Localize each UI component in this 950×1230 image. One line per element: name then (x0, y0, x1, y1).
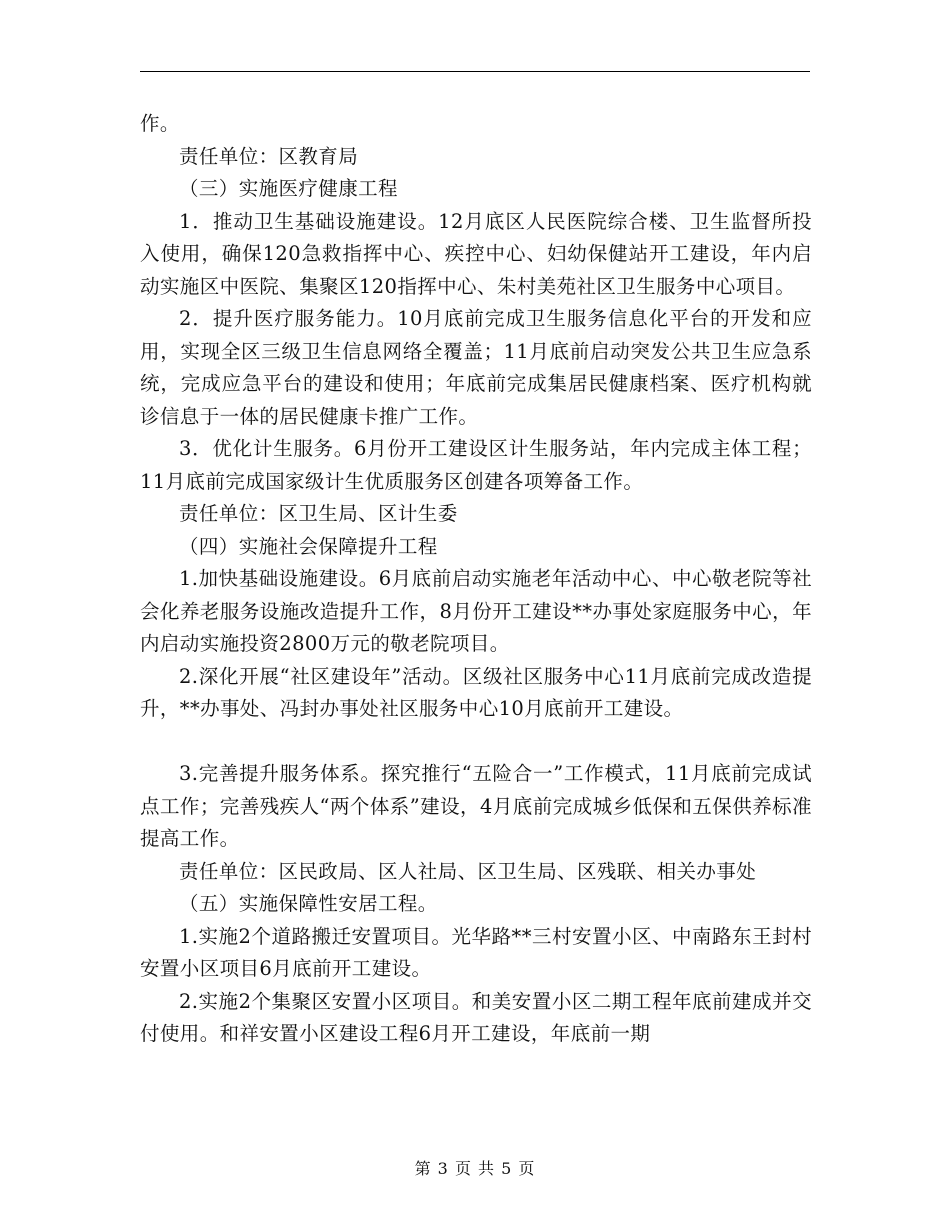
paragraph-service-system: 3.完善提升服务体系。探究推行“五险合一”工作模式，11月底前完成试点工作；完善残疾人“两个体系”建设，4月底前完成城乡低保和五保供养标准提高工作。 (140, 762, 812, 850)
responsible-unit-civil-affairs: 责任单位：区民政局、区人社局、区卫生局、区残联、相关办事处 (179, 859, 757, 883)
blank-line (140, 726, 812, 759)
paragraph-community-year: 2.深化开展“社区建设年”活动。区级社区服务中心11月底前完成改造提升，**办事处、冯封办事处社区服务中心10月底前开工建设。 (140, 664, 812, 720)
paragraph-medical-service: 2．提升医疗服务能力。10月底前完成卫生服务信息化平台的开发和应用，实现全区三级卫生信息网络全覆盖；11月底前启动突发公共卫生应急系统，完成应急平台的建设和使用；年底前完成集居民健康档案、医疗机构就诊信息于一体的居民健康卡推广工作。 (140, 307, 812, 428)
paragraph-resettlement: 2.实施2个集聚区安置小区项目。和美安置小区二期工程年底前建成并交付使用。和祥安置小区建设工程6月开工建设，年底前一期 (140, 989, 812, 1045)
document-body (140, 108, 812, 1051)
header-rule (140, 71, 810, 72)
paragraph-health-infrastructure: 1．推动卫生基础设施建设。12月底区人民医院综合楼、卫生监督所投入使用，确保120急救指挥中心、疾控中心、妇幼保健站开工建设，年内启动实施区中医院、集聚区120指挥中心、朱村美苑社区卫生服务中心项目。 (140, 209, 812, 298)
page-number-footer: 第 3 页 共 5 页 (414, 1159, 536, 1178)
paragraph-road-relocation: 1.实施2个道路搬迁安置项目。光华路**三村安置小区、中南路东王封村安置小区项目6月底前开工建设。 (140, 924, 812, 980)
responsible-unit-health: 责任单位：区卫生局、区计生委 (179, 502, 458, 525)
paragraph-continuation: 作。 (140, 112, 180, 135)
responsible-unit-education: 责任单位：区教育局 (179, 144, 359, 168)
section-heading-housing: （五）实施保障性安居工程。 (179, 892, 438, 915)
paragraph-infrastructure: 1.加快基础设施建设。6月底前启动实施老年活动中心、中心敬老院等社会化养老服务设施改造提升工作，8月份开工建设**办事处家庭服务中心，年内启动实施投资2800万元的敬老院项目。 (140, 567, 812, 655)
paragraph-family-planning: 3．优化计生服务。6月份开工建设区计生服务站，年内完成主体工程；11月底前完成国家级计生优质服务区创建各项筹备工作。 (140, 437, 812, 493)
section-heading-medical: （三）实施医疗健康工程 (179, 177, 398, 200)
section-heading-social-security: （四）实施社会保障提升工程 (179, 534, 438, 558)
